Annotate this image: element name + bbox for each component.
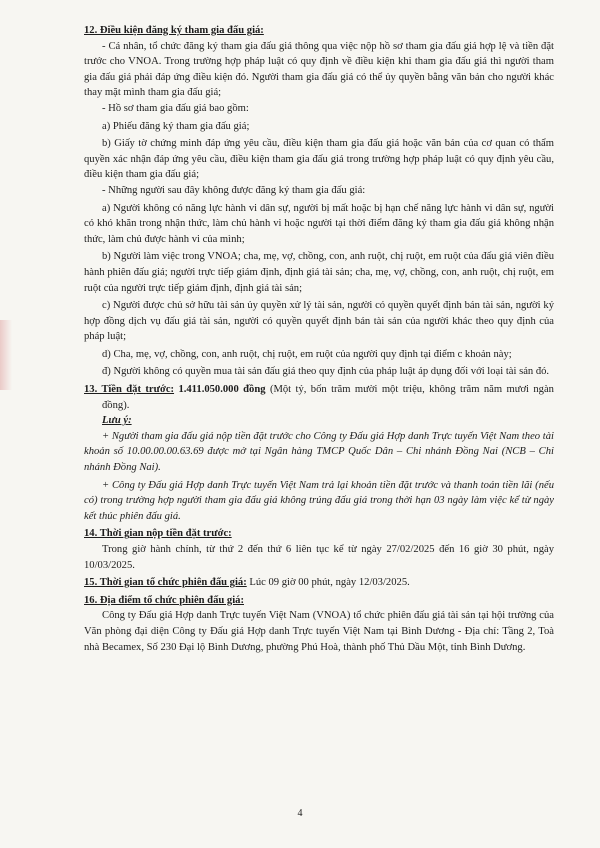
- paragraph: d) Cha, mẹ, vợ, chồng, con, anh ruột, chị ruột, em ruột của người quy định tại điểm c khoản này;: [102, 348, 512, 360]
- stamp-mark: [0, 320, 12, 390]
- section-14-heading: 14. Thời gian nộp tiền đặt trước:: [84, 528, 232, 540]
- paragraph: - Hồ sơ tham gia đấu giá bao gồm:: [102, 102, 249, 114]
- paragraph: a) Người không có năng lực hành vi dân sự, người bị mất hoặc bị hạn chế năng lực hành vi dân sự, người có khó khăn trong nhận thức, làm chủ hành vi hoặc người tại thời điểm đăng ký tham gia đấu giá không nhận thức, làm chủ được hành vi của mình;: [84, 202, 554, 245]
- paragraph: - Cá nhân, tổ chức đăng ký tham gia đấu giá thông qua việc nộp hồ sơ tham gia đấu giá hợp lệ và tiền đặt trước cho VNOA. Trong trường hợp pháp luật có quy định về điều kiện khi tham gia đấu giá thì người tham gia đấu giá phải đáp ứng điều kiện đó. Người tham gia đấu giá có thể ủy quyền bằng văn bản cho người khác thay mặt mình tham gia đấu giá;: [84, 40, 554, 99]
- document-page: [84, 22, 554, 655]
- note-title: Lưu ý:: [102, 415, 132, 427]
- section-13-heading: 13. Tiền đặt trước: 1.411.050.000 đồng (Một tỷ, bốn trăm mười một triệu, không trăm năm mươi ngàn đồng).: [84, 384, 554, 411]
- paragraph: b) Giấy tờ chứng minh đáp ứng yêu cầu, điều kiện tham gia đấu giá hoặc văn bản của cơ quan có thẩm quyền xác nhận đáp ứng yêu cầu, điều kiện tham gia đấu giá trong trường hợp pháp luật có quy định yêu cầu, điều kiện tham gia đấu giá;: [84, 138, 554, 181]
- paragraph: Công ty Đấu giá Hợp danh Trực tuyến Việt Nam (VNOA) tổ chức phiên đấu giá tài sản tại hội trường của Văn phòng đại diện Công ty Đấu giá Hợp danh Trực tuyến Việt Nam tại Bình Dương - Địa chỉ: Tầng 2, Toà nhà Becamex, Số 230 Đại lộ Bình Dương, phường Phú Hoà, thành phố Thủ Dầu Một, tỉnh Bình Dương.: [84, 610, 554, 653]
- paragraph: đ) Người không có quyền mua tài sản đấu giá theo quy định của pháp luật áp dụng đối với loại tài sản đó.: [102, 366, 550, 378]
- paragraph: b) Người làm việc trong VNOA; cha, mẹ, vợ, chồng, con, anh ruột, chị ruột, em ruột của đấu giá viên điều hành phiên đấu giá; người trực tiếp giám định, định giá tài sản; cha, mẹ, vợ, chồng, con, anh ruột, chị ruột, em ruột của người trực tiếp giám định, định giá tài sản;: [84, 251, 554, 294]
- paragraph: - Những người sau đây không được đăng ký tham gia đấu giá:: [102, 184, 366, 196]
- paragraph: c) Người được chủ sở hữu tài sản ủy quyền xử lý tài sản, người có quyền quyết định bán tài sản, người ký hợp đồng dịch vụ đấu giá tài sản, người có quyền quyết định bán tài sản của người khác theo quy định của pháp luật;: [84, 300, 554, 343]
- note-item: + Người tham gia đấu giá nộp tiền đặt trước cho Công ty Đấu giá Hợp danh Trực tuyến Việt Nam theo tài khoản số 10.00.00.00.63.69 được mở tại Ngân hàng TMCP Quốc Dân – Chi nhánh Đồng Nai (NCB – Chi nhánh Đồng Nai).: [84, 430, 554, 474]
- page-number: 4: [297, 808, 303, 819]
- paragraph: a) Phiếu đăng ký tham gia đấu giá;: [102, 120, 250, 132]
- section-16-heading: 16. Địa điểm tổ chức phiên đấu giá:: [84, 594, 244, 606]
- section-12-heading: 12. Điều kiện đăng ký tham gia đấu giá:: [84, 25, 264, 36]
- note-item: + Công ty Đấu giá Hợp danh Trực tuyến Việt Nam trả lại khoản tiền đặt trước và thanh toán tiền lãi (nếu có) trong trường hợp người tham gia đấu giá không trúng đấu giá trong thời hạn 03 ngày làm việc kể từ ngày kết thúc phiên đấu giá.: [84, 479, 554, 522]
- paragraph: Trong giờ hành chính, từ thứ 2 đến thứ 6 liên tục kể từ ngày 27/02/2025 đến 16 giờ 30 phút, ngày 10/03/2025.: [84, 544, 554, 571]
- section-15-heading: 15. Thời gian tổ chức phiên đấu giá: Lúc 09 giờ 00 phút, ngày 12/03/2025.: [84, 577, 410, 589]
